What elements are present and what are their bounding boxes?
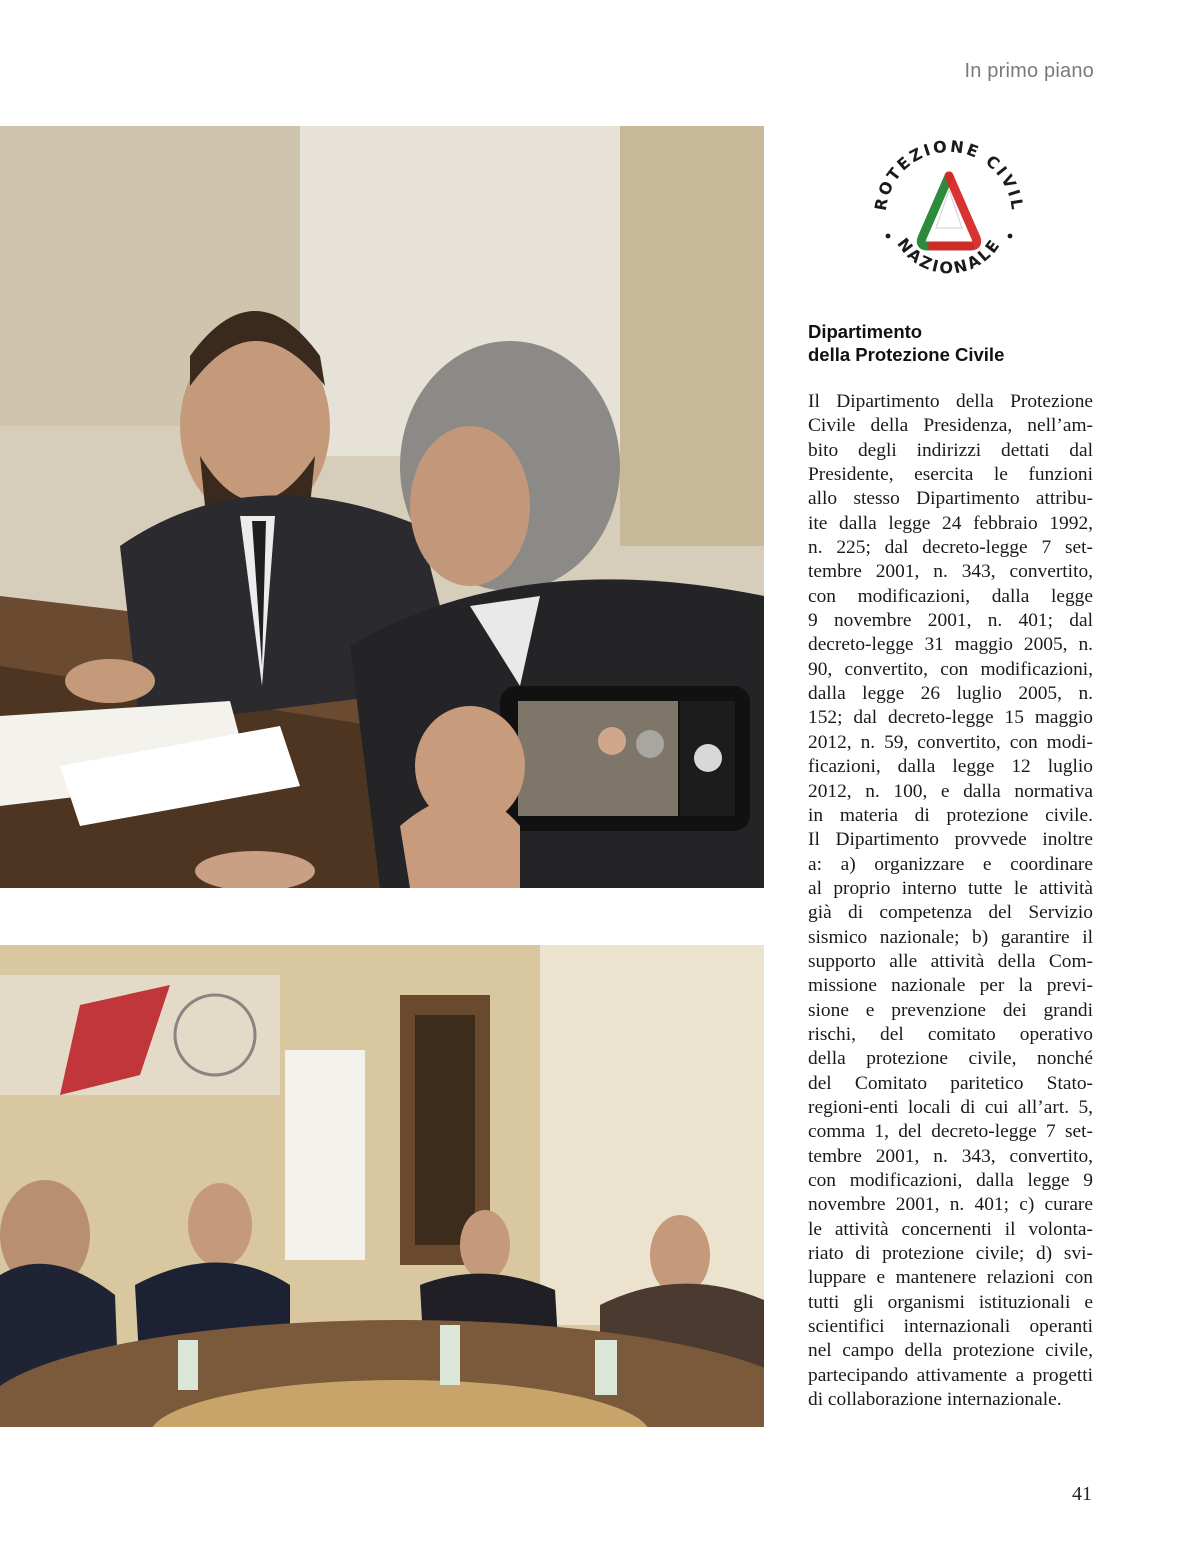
body-line: comma 1, del decreto-legge 7 set-: [808, 1121, 1093, 1143]
meeting-room-photo: [0, 945, 764, 1427]
body-line: Presidente, esercita le funzioni: [808, 464, 1093, 486]
section-label: In primo piano: [964, 60, 1094, 82]
protezione-civile-logo: [862, 128, 1036, 302]
body-line: Il Dipartimento provvede inoltre: [808, 829, 1093, 851]
body-line: allo stesso Dipartimento attribu-: [808, 488, 1093, 510]
body-line: a: a) organizzare e coordinare: [808, 853, 1093, 875]
body-line: sione e prevenzione dei grandi: [808, 999, 1093, 1021]
body-line: riato di protezione civile; d) svi-: [808, 1243, 1093, 1265]
body-line: al proprio interno tutte le attività: [808, 877, 1093, 899]
article-heading: [808, 320, 1098, 366]
signing-ceremony-photo: [0, 126, 764, 888]
body-line: nel campo della protezione civile,: [808, 1340, 1093, 1362]
body-line: 2012, n. 100, e dalla normativa: [808, 780, 1093, 802]
page-number: 41: [1072, 1483, 1092, 1505]
body-line: decreto-legge 31 maggio 2005, n.: [808, 634, 1093, 656]
heading-line-1: Dipartimento: [808, 321, 923, 342]
body-line: dalla legge 26 luglio 2005, n.: [808, 683, 1093, 705]
body-line: novembre 2001, n. 401; c) curare: [808, 1194, 1093, 1216]
body-line: in materia di protezione civile.: [808, 804, 1093, 826]
body-line: ficazioni, dalla legge 12 luglio: [808, 756, 1093, 778]
body-line: con modificazioni, dalla legge 9: [808, 1170, 1093, 1191]
logo-bottom-text: NAZIONALE: [893, 234, 1005, 278]
body-line: Civile della Presidenza, nell’am-: [808, 415, 1093, 437]
body-line: 2012, n. 59, convertito, con modi-: [808, 731, 1093, 753]
body-line: supporto alle attività della Com-: [808, 950, 1093, 972]
heading-line-2: della Protezione Civile: [808, 344, 1005, 365]
body-line: rischi, del comitato operativo: [808, 1023, 1093, 1045]
logo-top-text: ROTEZIONE CIVIL: [870, 136, 1028, 213]
body-line: missione nazionale per la previ-: [808, 975, 1093, 997]
body-line: scientifici internazionali operanti: [808, 1316, 1093, 1338]
body-line: già di competenza del Servizio: [808, 902, 1093, 924]
body-line: partecipando attivamente a progetti: [808, 1364, 1093, 1386]
body-line: luppare e mantenere relazioni con: [808, 1267, 1093, 1289]
body-line: regioni-enti locali di cui all’art. 5,: [808, 1096, 1093, 1118]
body-line: le attività concernenti il volonta-: [808, 1218, 1093, 1240]
article-body: [808, 390, 1093, 1412]
body-line: 90, convertito, con modificazioni,: [808, 658, 1093, 680]
body-line: ite dalla legge 24 febbraio 1992,: [808, 512, 1093, 534]
body-line: tutti gli organismi istituzionali e: [808, 1291, 1093, 1313]
body-line: Il Dipartimento della Protezione: [808, 391, 1093, 412]
body-line: sismico nazionale; b) garantire il: [808, 926, 1093, 948]
body-line: del Comitato paritetico Stato-: [808, 1072, 1093, 1094]
body-line: con modificazioni, dalla legge: [808, 585, 1093, 607]
body-line: n. 225; dal decreto-legge 7 set-: [808, 537, 1093, 559]
body-line: tembre 2001, n. 343, convertito,: [808, 561, 1093, 583]
body-line: della protezione civile, nonché: [808, 1048, 1093, 1070]
body-line: bito degli indirizzi dettati dal: [808, 439, 1093, 461]
body-line: 9 novembre 2001, n. 401; dal: [808, 610, 1093, 632]
body-line: tembre 2001, n. 343, convertito,: [808, 1145, 1093, 1167]
body-line: di collaborazione internazionale.: [808, 1389, 1062, 1411]
body-line: 152; dal decreto-legge 15 maggio: [808, 707, 1093, 729]
